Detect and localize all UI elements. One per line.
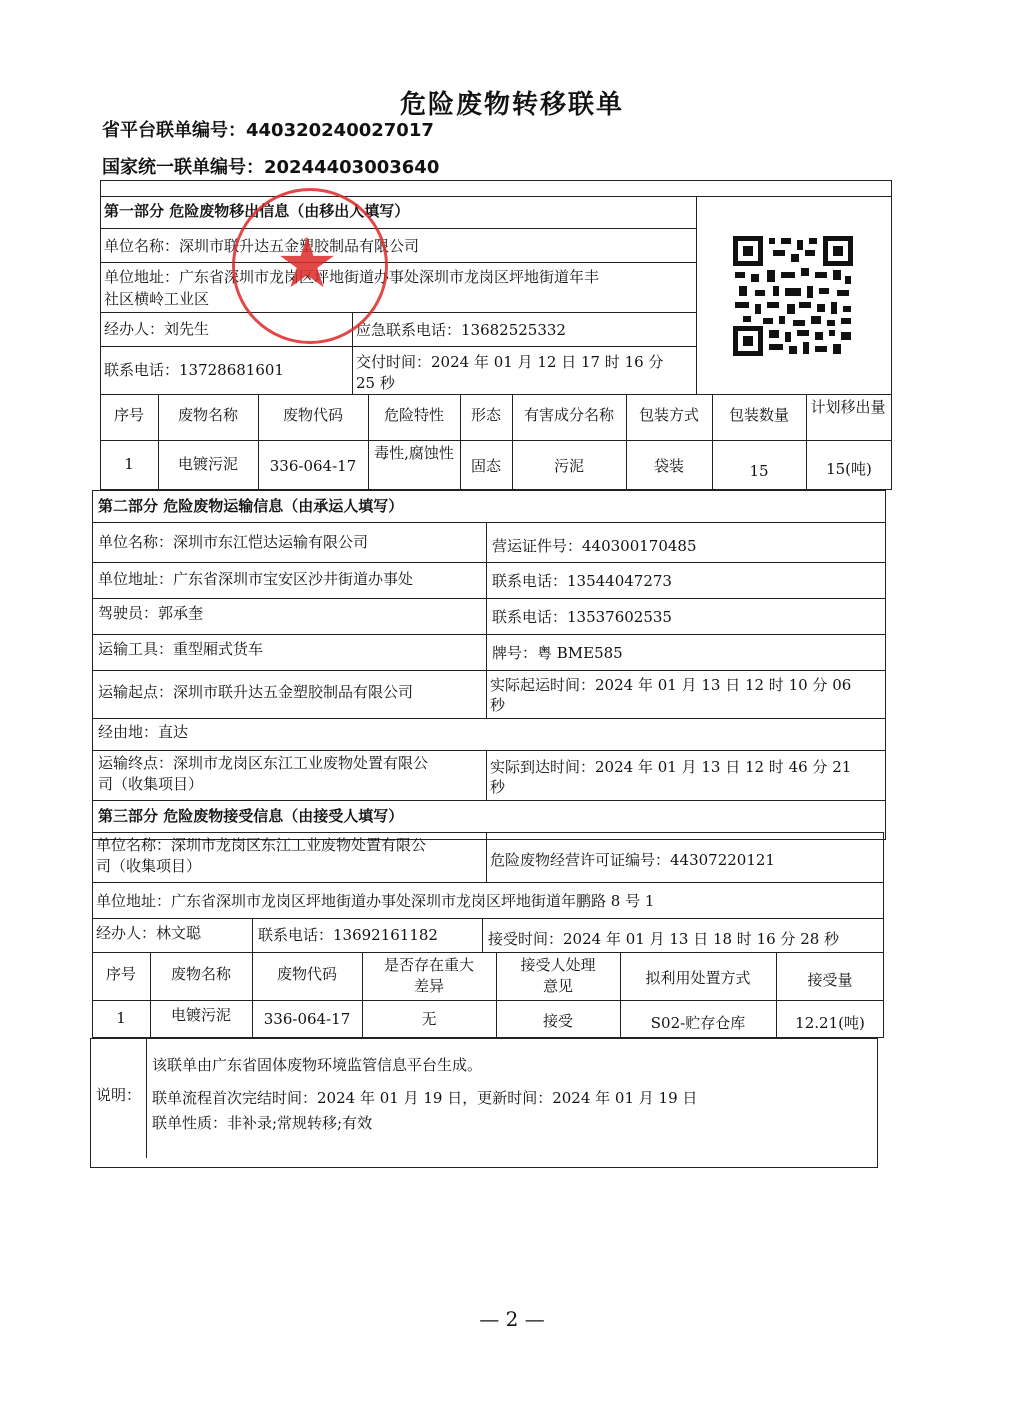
part3-phone: 联系电话：13692161182 xyxy=(258,926,438,944)
part1-heading: 第一部分 危险废物移出信息（由移出人填写） xyxy=(104,202,410,220)
p3-row-code: 336-064-17 xyxy=(263,1010,351,1028)
p1-header-hazard: 危险特性 xyxy=(383,406,444,424)
part3-unit-line1: 单位名称：深圳市龙岗区东江工业废物处置有限公 xyxy=(96,836,427,854)
p1-header-pack-qty: 包装数量 xyxy=(728,406,789,424)
p3-row-opinion: 接受 xyxy=(542,1012,573,1030)
p3-row-name: 电镀污泥 xyxy=(170,1006,231,1024)
p1-header-component: 有害成分名称 xyxy=(523,406,614,424)
part1-handler: 经办人：刘先生 xyxy=(104,320,210,338)
p1-row-pack-qty: 15 xyxy=(749,462,769,480)
p1-row-planned: 15(吨) xyxy=(826,460,872,478)
part2-depart-line1: 实际起运时间：2024 年 01 月 13 日 12 时 10 分 06 xyxy=(490,676,852,694)
p3-row-seq: 1 xyxy=(116,1009,126,1027)
province-number xyxy=(102,116,434,142)
part1-unit-name: 单位名称：深圳市联升达五金塑胶制品有限公司 xyxy=(104,237,420,255)
national-number xyxy=(102,153,439,179)
p3-header-diff: 是否存在重大差异 xyxy=(384,956,475,995)
p1-header-seq: 序号 xyxy=(113,406,144,424)
part3-unit-line2: 司（收集项目） xyxy=(96,857,202,875)
part3-heading: 第三部分 危险废物接受信息（由接受人填写） xyxy=(98,807,404,825)
part2-phone2: 联系电话：13537602535 xyxy=(492,608,672,626)
qr-code-icon xyxy=(733,236,853,356)
part1-address-line1: 单位地址：广东省深圳市龙岗区坪地街道办事处深圳市龙岗区坪地街道年丰 xyxy=(104,268,600,286)
part2-driver: 驾驶员：郭承奎 xyxy=(98,604,204,622)
p1-row-packaging: 袋装 xyxy=(653,457,684,475)
p3-header-qty: 接受量 xyxy=(807,971,853,989)
part2-heading: 第二部分 危险废物运输信息（由承运人填写） xyxy=(98,497,404,515)
note-line1: 该联单由广东省固体废物环境监管信息平台生成。 xyxy=(152,1056,483,1074)
p1-row-name: 电镀污泥 xyxy=(177,455,238,473)
part2-arrive-line2: 秒 xyxy=(490,778,506,796)
national-number-value: 20244403003640 xyxy=(264,157,440,178)
part2-depart-line2: 秒 xyxy=(490,696,506,714)
part1-phone: 联系电话：13728681601 xyxy=(104,361,284,379)
p3-row-diff: 无 xyxy=(421,1010,437,1028)
p1-header-packaging: 包装方式 xyxy=(638,406,699,424)
part2-arrive-line1: 实际到达时间：2024 年 01 月 13 日 12 时 46 分 21 xyxy=(490,758,852,776)
national-number-label: 国家统一联单编号： xyxy=(102,157,264,178)
p1-row-form: 固态 xyxy=(470,457,501,475)
p1-header-form: 形态 xyxy=(470,406,501,424)
part2-dest-line1: 运输终点：深圳市龙岗区东江工业废物处置有限公 xyxy=(98,754,429,772)
part2-plate: 牌号：粤 BME585 xyxy=(492,644,623,662)
part3-address: 单位地址：广东省深圳市龙岗区坪地街道办事处深圳市龙岗区坪地街道年鹏路 8 号 1 xyxy=(96,892,655,910)
p1-header-name: 废物名称 xyxy=(177,406,238,424)
note-label: 说明： xyxy=(96,1086,142,1104)
note-line3: 联单性质：非补录;常规转移;有效 xyxy=(152,1114,373,1132)
seal-star-icon: ★ xyxy=(275,222,339,304)
note-line2: 联单流程首次完结时间：2024 年 01 月 19 日，更新时间：2024 年 01 月 19 日 xyxy=(152,1089,698,1107)
p1-header-code: 废物代码 xyxy=(282,406,343,424)
province-number-value: 440320240027017 xyxy=(246,120,434,141)
p1-row-component: 污泥 xyxy=(553,457,584,475)
document-title: 危险废物转移联单 xyxy=(399,90,624,120)
part3-receive-time: 接受时间：2024 年 01 月 13 日 18 时 16 分 28 秒 xyxy=(488,930,840,948)
part2-origin: 运输起点：深圳市联升达五金塑胶制品有限公司 xyxy=(98,683,414,701)
p3-header-method: 拟利用处置方式 xyxy=(645,969,751,987)
p1-row-seq: 1 xyxy=(124,455,134,473)
part2-via: 经由地：直达 xyxy=(98,723,189,741)
part1-address-line2: 社区横岭工业区 xyxy=(104,290,210,308)
part1-handover-line2: 25 秒 xyxy=(356,374,395,392)
part2-vehicle: 运输工具：重型厢式货车 xyxy=(98,640,264,658)
part2-dest-line2: 司（收集项目） xyxy=(98,775,204,793)
p1-row-hazard: 毒性,腐蚀性 xyxy=(374,444,454,462)
part2-phone1: 联系电话：13544047273 xyxy=(492,572,672,590)
part2-license: 营运证件号：440300170485 xyxy=(492,537,697,555)
part2-unit-name: 单位名称：深圳市东江恺达运输有限公司 xyxy=(98,533,369,551)
part1-emergency-phone: 应急联系电话：13682525332 xyxy=(356,321,566,339)
p3-row-qty: 12.21(吨) xyxy=(795,1014,865,1032)
p1-row-code: 336-064-17 xyxy=(269,457,357,475)
p3-header-code: 废物代码 xyxy=(276,965,337,983)
page-number: — 2 — xyxy=(479,1307,545,1331)
part3-handler: 经办人：林文聪 xyxy=(96,924,202,942)
p3-row-method: S02-贮存仓库 xyxy=(650,1014,746,1032)
part2-address: 单位地址：广东省深圳市宝安区沙井街道办事处 xyxy=(98,570,414,588)
p1-header-planned: 计划移出量 xyxy=(810,398,886,416)
province-number-label: 省平台联单编号： xyxy=(102,120,246,141)
part3-permit: 危险废物经营许可证编号：44307220121 xyxy=(490,851,775,869)
p3-header-name: 废物名称 xyxy=(170,965,231,983)
p3-header-opinion: 接受人处理意见 xyxy=(520,956,596,995)
p3-header-seq: 序号 xyxy=(105,965,136,983)
part1-handover-line1: 交付时间：2024 年 01 月 12 日 17 时 16 分 xyxy=(356,353,664,371)
